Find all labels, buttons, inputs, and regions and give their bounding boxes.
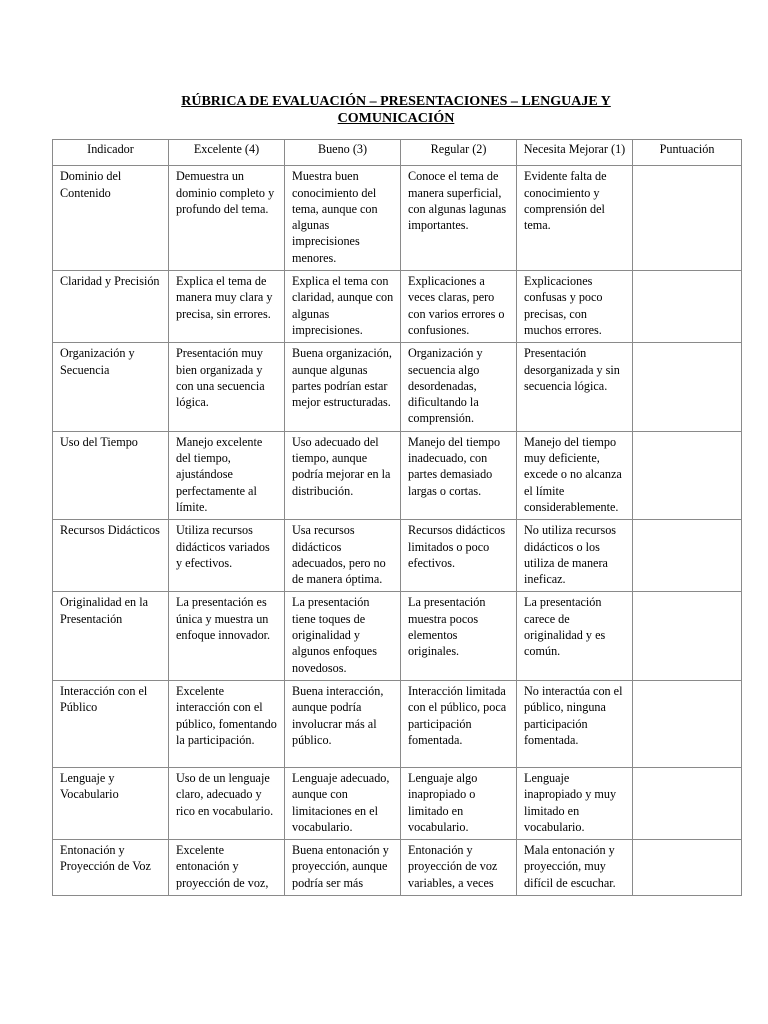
cell-bueno: Buena interacción, aunque podría involucrar más al público. [285, 680, 401, 767]
cell-regular: Manejo del tiempo inadecuado, con partes demasiado largas o cortas. [401, 431, 517, 519]
cell-necesita-mejorar: Mala entonación y proyección, muy difícil de escuchar. [517, 840, 633, 896]
cell-excelente: Demuestra un dominio completo y profundo del tema. [169, 166, 285, 271]
cell-puntuacion [633, 680, 742, 767]
table-row [53, 271, 742, 343]
cell-indicador: Dominio del Contenido [53, 166, 169, 271]
table-row [53, 343, 742, 431]
cell-excelente: Excelente interacción con el público, fomentando la participación. [169, 680, 285, 767]
table-row [53, 592, 742, 680]
header-regular: Regular (2) [401, 140, 517, 166]
cell-excelente: Explica el tema de manera muy clara y precisa, sin errores. [169, 271, 285, 343]
cell-puntuacion [633, 431, 742, 519]
cell-indicador: Uso del Tiempo [53, 431, 169, 519]
cell-regular: Conoce el tema de manera superficial, con algunas lagunas importantes. [401, 166, 517, 271]
table-row [53, 680, 742, 767]
cell-puntuacion [633, 271, 742, 343]
cell-regular: Entonación y proyección de voz variables, a veces [401, 840, 517, 896]
cell-excelente: Presentación muy bien organizada y con una secuencia lógica. [169, 343, 285, 431]
cell-excelente: Utiliza recursos didácticos variados y efectivos. [169, 520, 285, 592]
cell-regular: Recursos didácticos limitados o poco efectivos. [401, 520, 517, 592]
table-header-row [53, 140, 742, 166]
cell-bueno: Buena organización, aunque algunas partes podrían estar mejor estructuradas. [285, 343, 401, 431]
cell-excelente: Manejo excelente del tiempo, ajustándose perfectamente al límite. [169, 431, 285, 519]
cell-bueno: La presentación tiene toques de originalidad y algunos enfoques novedosos. [285, 592, 401, 680]
rubric-table [52, 139, 742, 896]
cell-indicador: Originalidad en la Presentación [53, 592, 169, 680]
cell-regular: La presentación muestra pocos elementos originales. [401, 592, 517, 680]
title-line-2: COMUNICACIÓN [337, 111, 455, 126]
cell-indicador: Interacción con el Público [53, 680, 169, 767]
cell-puntuacion [633, 166, 742, 271]
cell-indicador: Lenguaje y Vocabulario [53, 767, 169, 839]
cell-excelente: Uso de un lenguaje claro, adecuado y rico en vocabulario. [169, 767, 285, 839]
cell-bueno: Lenguaje adecuado, aunque con limitaciones en el vocabulario. [285, 767, 401, 839]
cell-necesita-mejorar: Presentación desorganizada y sin secuencia lógica. [517, 343, 633, 431]
cell-bueno: Muestra buen conocimiento del tema, aunque con algunas imprecisiones menores. [285, 166, 401, 271]
table-row [53, 767, 742, 839]
cell-bueno: Explica el tema con claridad, aunque con algunas imprecisiones. [285, 271, 401, 343]
cell-puntuacion [633, 840, 742, 896]
table-row [53, 166, 742, 271]
title-line-1: RÚBRICA DE EVALUACIÓN – PRESENTACIONES – LENGUAJE Y [181, 94, 611, 109]
cell-necesita-mejorar: La presentación carece de originalidad y es común. [517, 592, 633, 680]
cell-regular: Lenguaje algo inapropiado o limitado en vocabulario. [401, 767, 517, 839]
cell-necesita-mejorar: No interactúa con el público, ninguna participación fomentada. [517, 680, 633, 767]
cell-regular: Explicaciones a veces claras, pero con varios errores o confusiones. [401, 271, 517, 343]
cell-indicador: Organización y Secuencia [53, 343, 169, 431]
cell-bueno: Usa recursos didácticos adecuados, pero no de manera óptima. [285, 520, 401, 592]
table-row [53, 431, 742, 519]
header-indicador: Indicador [53, 140, 169, 166]
document-title [52, 93, 740, 127]
cell-puntuacion [633, 343, 742, 431]
cell-necesita-mejorar: No utiliza recursos didácticos o los utiliza de manera ineficaz. [517, 520, 633, 592]
cell-regular: Interacción limitada con el público, poca participación fomentada. [401, 680, 517, 767]
header-bueno: Bueno (3) [285, 140, 401, 166]
table-row [53, 520, 742, 592]
cell-indicador: Claridad y Precisión [53, 271, 169, 343]
cell-puntuacion [633, 520, 742, 592]
cell-bueno: Buena entonación y proyección, aunque podría ser más [285, 840, 401, 896]
header-necesita-mejorar: Necesita Mejorar (1) [517, 140, 633, 166]
cell-necesita-mejorar: Evidente falta de conocimiento y comprensión del tema. [517, 166, 633, 271]
table-row [53, 840, 742, 896]
cell-necesita-mejorar: Explicaciones confusas y poco precisas, con muchos errores. [517, 271, 633, 343]
cell-regular: Organización y secuencia algo desordenadas, dificultando la comprensión. [401, 343, 517, 431]
header-puntuacion: Puntuación [633, 140, 742, 166]
cell-bueno: Uso adecuado del tiempo, aunque podría mejorar en la distribución. [285, 431, 401, 519]
header-excelente: Excelente (4) [169, 140, 285, 166]
cell-excelente: Excelente entonación y proyección de voz, [169, 840, 285, 896]
cell-necesita-mejorar: Lenguaje inapropiado y muy limitado en vocabulario. [517, 767, 633, 839]
cell-indicador: Entonación y Proyección de Voz [53, 840, 169, 896]
cell-puntuacion [633, 592, 742, 680]
cell-puntuacion [633, 767, 742, 839]
cell-indicador: Recursos Didácticos [53, 520, 169, 592]
cell-excelente: La presentación es única y muestra un enfoque innovador. [169, 592, 285, 680]
cell-necesita-mejorar: Manejo del tiempo muy deficiente, excede o no alcanza el límite considerablemente. [517, 431, 633, 519]
